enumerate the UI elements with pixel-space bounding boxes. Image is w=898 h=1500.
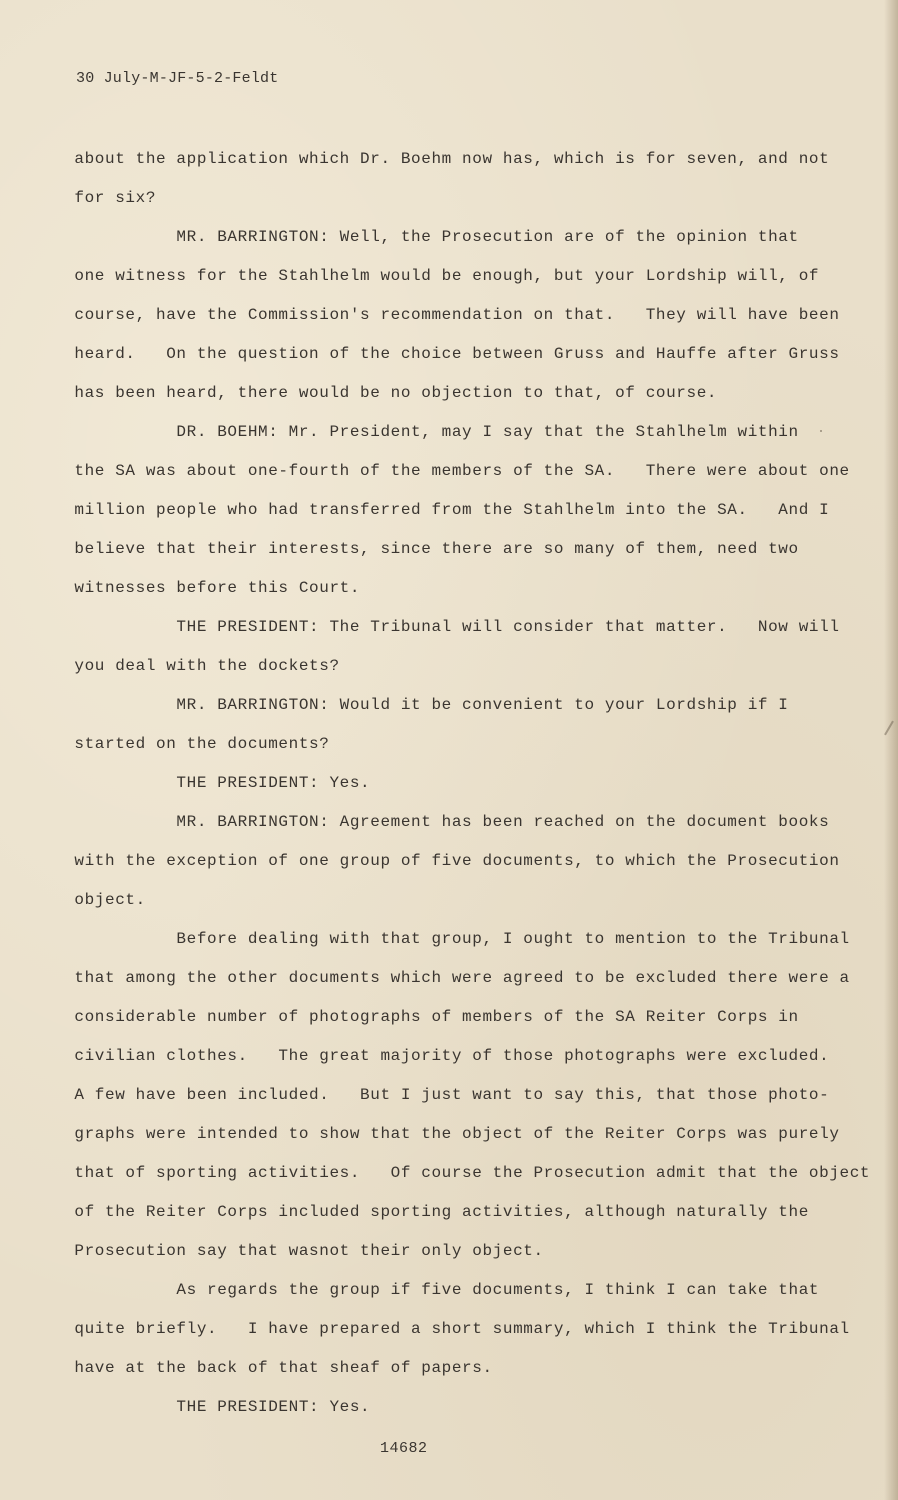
page-header-reference: 30 July-M-JF-5-2-Feldt [76,70,279,87]
body-line: THE PRESIDENT: Yes. [54,774,371,792]
body-line: civilian clothes. The great majority of those photographs were excluded. [54,1047,830,1065]
body-line: THE PRESIDENT: Yes. [54,1398,371,1416]
body-line: graphs were intended to show that the object of the Reiter Corps was purely [54,1125,840,1143]
body-line: about the application which Dr. Boehm now has, which is for seven, and not [54,150,830,168]
body-line: THE PRESIDENT: The Tribunal will consider that matter. Now will [54,618,840,636]
body-line: for six? [54,189,157,207]
body-line: MR. BARRINGTON: Would it be convenient to your Lordship if I [54,696,789,714]
body-line: you deal with the dockets? [54,657,340,675]
body-line: DR. BOEHM: Mr. President, may I say that the Stahlhelm within [54,423,799,441]
body-line: million people who had transferred from the Stahlhelm into the SA. And I [54,501,830,519]
body-line: have at the back of that sheaf of papers. [54,1359,493,1377]
body-line: course, have the Commission's recommendation on that. They will have been [54,306,840,324]
pencil-mark [820,430,822,432]
body-line: that of sporting activities. Of course the Prosecution admit that the object [54,1164,871,1182]
body-line: believe that their interests, since there are so many of them, need two [54,540,799,558]
body-line: Before dealing with that group, I ought to mention to the Tribunal [54,930,850,948]
body-line: with the exception of one group of five documents, to which the Prosecution [54,852,840,870]
body-line: heard. On the question of the choice between Gruss and Hauffe after Gruss [54,345,840,363]
body-line: Prosecution say that wasnot their only object. [54,1242,544,1260]
body-line: MR. BARRINGTON: Agreement has been reached on the document books [54,813,830,831]
transcript-body [54,140,871,1427]
body-line: As regards the group if five documents, I think I can take that [54,1281,820,1299]
body-line: that among the other documents which were agreed to be excluded there were a [54,969,850,987]
body-line: witnesses before this Court. [54,579,361,597]
page-number: 14682 [380,1440,428,1457]
body-line: MR. BARRINGTON: Well, the Prosecution are of the opinion that [54,228,799,246]
body-line: one witness for the Stahlhelm would be enough, but your Lordship will, of [54,267,820,285]
body-line: of the Reiter Corps included sporting activities, although naturally the [54,1203,809,1221]
body-line: quite briefly. I have prepared a short summary, which I think the Tribunal [54,1320,850,1338]
body-line: started on the documents? [54,735,330,753]
body-line: A few have been included. But I just want to say this, that those photo- [54,1086,830,1104]
body-line: object. [54,891,146,909]
body-line: the SA was about one-fourth of the members of the SA. There were about one [54,462,850,480]
body-line: considerable number of photographs of members of the SA Reiter Corps in [54,1008,799,1026]
page-edge-shadow [884,0,898,1500]
body-line: has been heard, there would be no objection to that, of course. [54,384,718,402]
